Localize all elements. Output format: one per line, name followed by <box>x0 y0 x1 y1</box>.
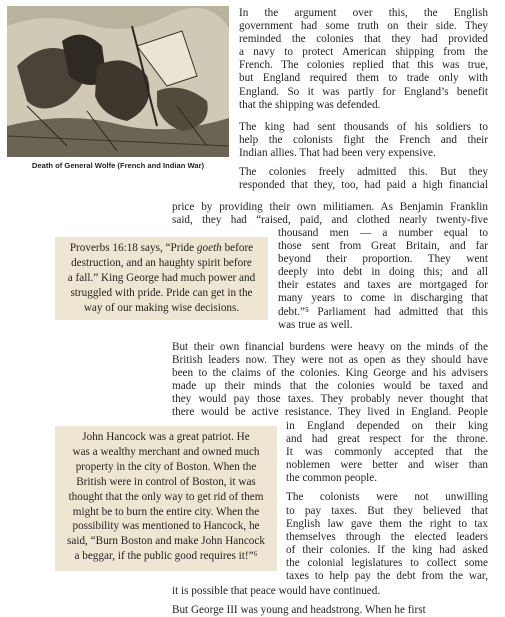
text-line: But George III was young and headstrong. When he first <box>172 604 426 617</box>
text-line: those sent from Great Britain, and far <box>278 240 488 253</box>
text-line: But their own financial burdens were heavy on the minds of the <box>172 341 488 353</box>
text-line: The king had sent thousands of his soldiers to <box>239 121 488 133</box>
text-line: been to the claims of the colonies. King George and his advisers <box>172 367 488 380</box>
sidebar-line: property in the city of Boston. When the <box>75 460 257 473</box>
sidebar-line: way of our making wise decisions. <box>83 301 240 314</box>
text-line: It was commonly accepted that the <box>286 446 488 459</box>
text-line: there would be active resistance. They lived in England. People <box>172 406 488 419</box>
text-line: their estates and taxes are mortgaged for <box>278 279 488 292</box>
text-line: French. The colonies replied that this was true, <box>239 59 488 72</box>
sidebar-line: said, “Burn Boston and make John Hancock <box>67 535 265 548</box>
text-line: a navy to protect American shipping from the <box>239 46 488 59</box>
text-line: in England depended on their king <box>286 420 488 432</box>
paragraph-right-2 <box>286 420 488 583</box>
text-line: price by providing their own militiamen. As Benjamin Franklin <box>172 201 488 213</box>
text-line: the common people. <box>286 472 378 485</box>
text-line: Indian allies. That had been very expensive. <box>239 147 436 160</box>
text-line: but England required them to trade only with <box>239 72 488 85</box>
figure-caption: Death of General Wolfe (French and Indian War) <box>31 161 205 170</box>
text-line: The colonists were not unwilling <box>286 491 488 504</box>
text-line: government had some truth on their side. They <box>239 20 488 33</box>
text-line: to pay taxes. But they believed that <box>286 504 488 517</box>
text-line: beyond their proportion. They went <box>278 253 488 266</box>
text-line: many years to come in discharging that <box>278 292 488 305</box>
paragraph-right-1 <box>278 227 488 332</box>
text-line: help the colonists fight the French and their <box>239 134 488 147</box>
sidebar-line: Proverbs 16:18 says, “Pride goeth before <box>69 242 254 254</box>
text-line: made up their minds that the colonies would be taxed and <box>172 380 488 393</box>
text-line: In the argument over this, the English <box>239 7 488 19</box>
paragraph-bottom <box>172 585 488 617</box>
text-line: The colonies freely admitted this. But they <box>239 166 488 179</box>
text-line: was true as well. <box>278 318 353 331</box>
text-line: noblemen were better and wiser than <box>286 459 488 472</box>
sidebar-line: British were in control of Boston, it was <box>76 475 256 488</box>
sidebar-line: struggled with pride. Pride can get in the <box>70 286 253 299</box>
text-line: reminded the colonies that they had provided <box>239 33 488 46</box>
text-line: deeply into debt in doing this; and all <box>278 266 488 279</box>
text-line: England. So it was partly for England’s benefit <box>239 85 488 98</box>
paragraph-mid <box>239 121 488 192</box>
text-line: debt.”⁵ Parliament had admitted that this <box>278 305 488 318</box>
sidebar-line: destruction, and an haughty spirit before <box>71 256 252 269</box>
text-line: of their colonies. If the king had asked <box>286 543 488 556</box>
sidebar-line: John Hancock was a great patriot. He <box>82 431 250 443</box>
text-line: English law gave them the right to tax <box>286 517 488 530</box>
sidebar-line: a fall.” King George had much power and <box>67 271 256 284</box>
sidebar-line: was a wealthy merchant and owned much <box>72 445 260 458</box>
text-line: it is possible that peace would have continued. <box>172 585 381 597</box>
text-line: said, they had “raised, paid, and clothed nearly twenty-five <box>172 214 488 227</box>
sidebar-line: might be to burn the entire city. When the <box>72 505 260 518</box>
engraving-image <box>7 6 229 157</box>
sidebar-proverbs <box>55 237 268 320</box>
text-line: themselves through the elected leaders <box>286 530 488 543</box>
text-line: British leaders now. They were not as open as they should have <box>172 354 488 367</box>
sidebar-line: thought that the only way to get rid of them <box>68 490 264 503</box>
text-line: that the shipping was defended. <box>239 98 381 111</box>
text-line: taxes to help pay the debt from the war, <box>286 570 488 583</box>
paragraph-wide-2 <box>172 341 488 420</box>
text-line: the colonial legislatures to collect some <box>286 556 488 569</box>
engraving-illustration <box>7 6 229 157</box>
text-line: they would pay those taxes. They probably never thought that <box>172 393 488 406</box>
sidebar-line: possibility was mentioned to Hancock, he <box>72 520 260 533</box>
text-line: and had great respect for the throne. <box>286 433 488 446</box>
paragraph-wide-1 <box>172 201 488 227</box>
text-line: thousand men — a number equal to <box>278 227 488 239</box>
paragraph-top <box>239 7 488 112</box>
sidebar-line: a beggar, if the public good requires it!”⁶ <box>74 550 258 563</box>
sidebar-hancock <box>55 426 277 571</box>
text-line: responded that they, too, had paid a high financial <box>239 179 488 192</box>
